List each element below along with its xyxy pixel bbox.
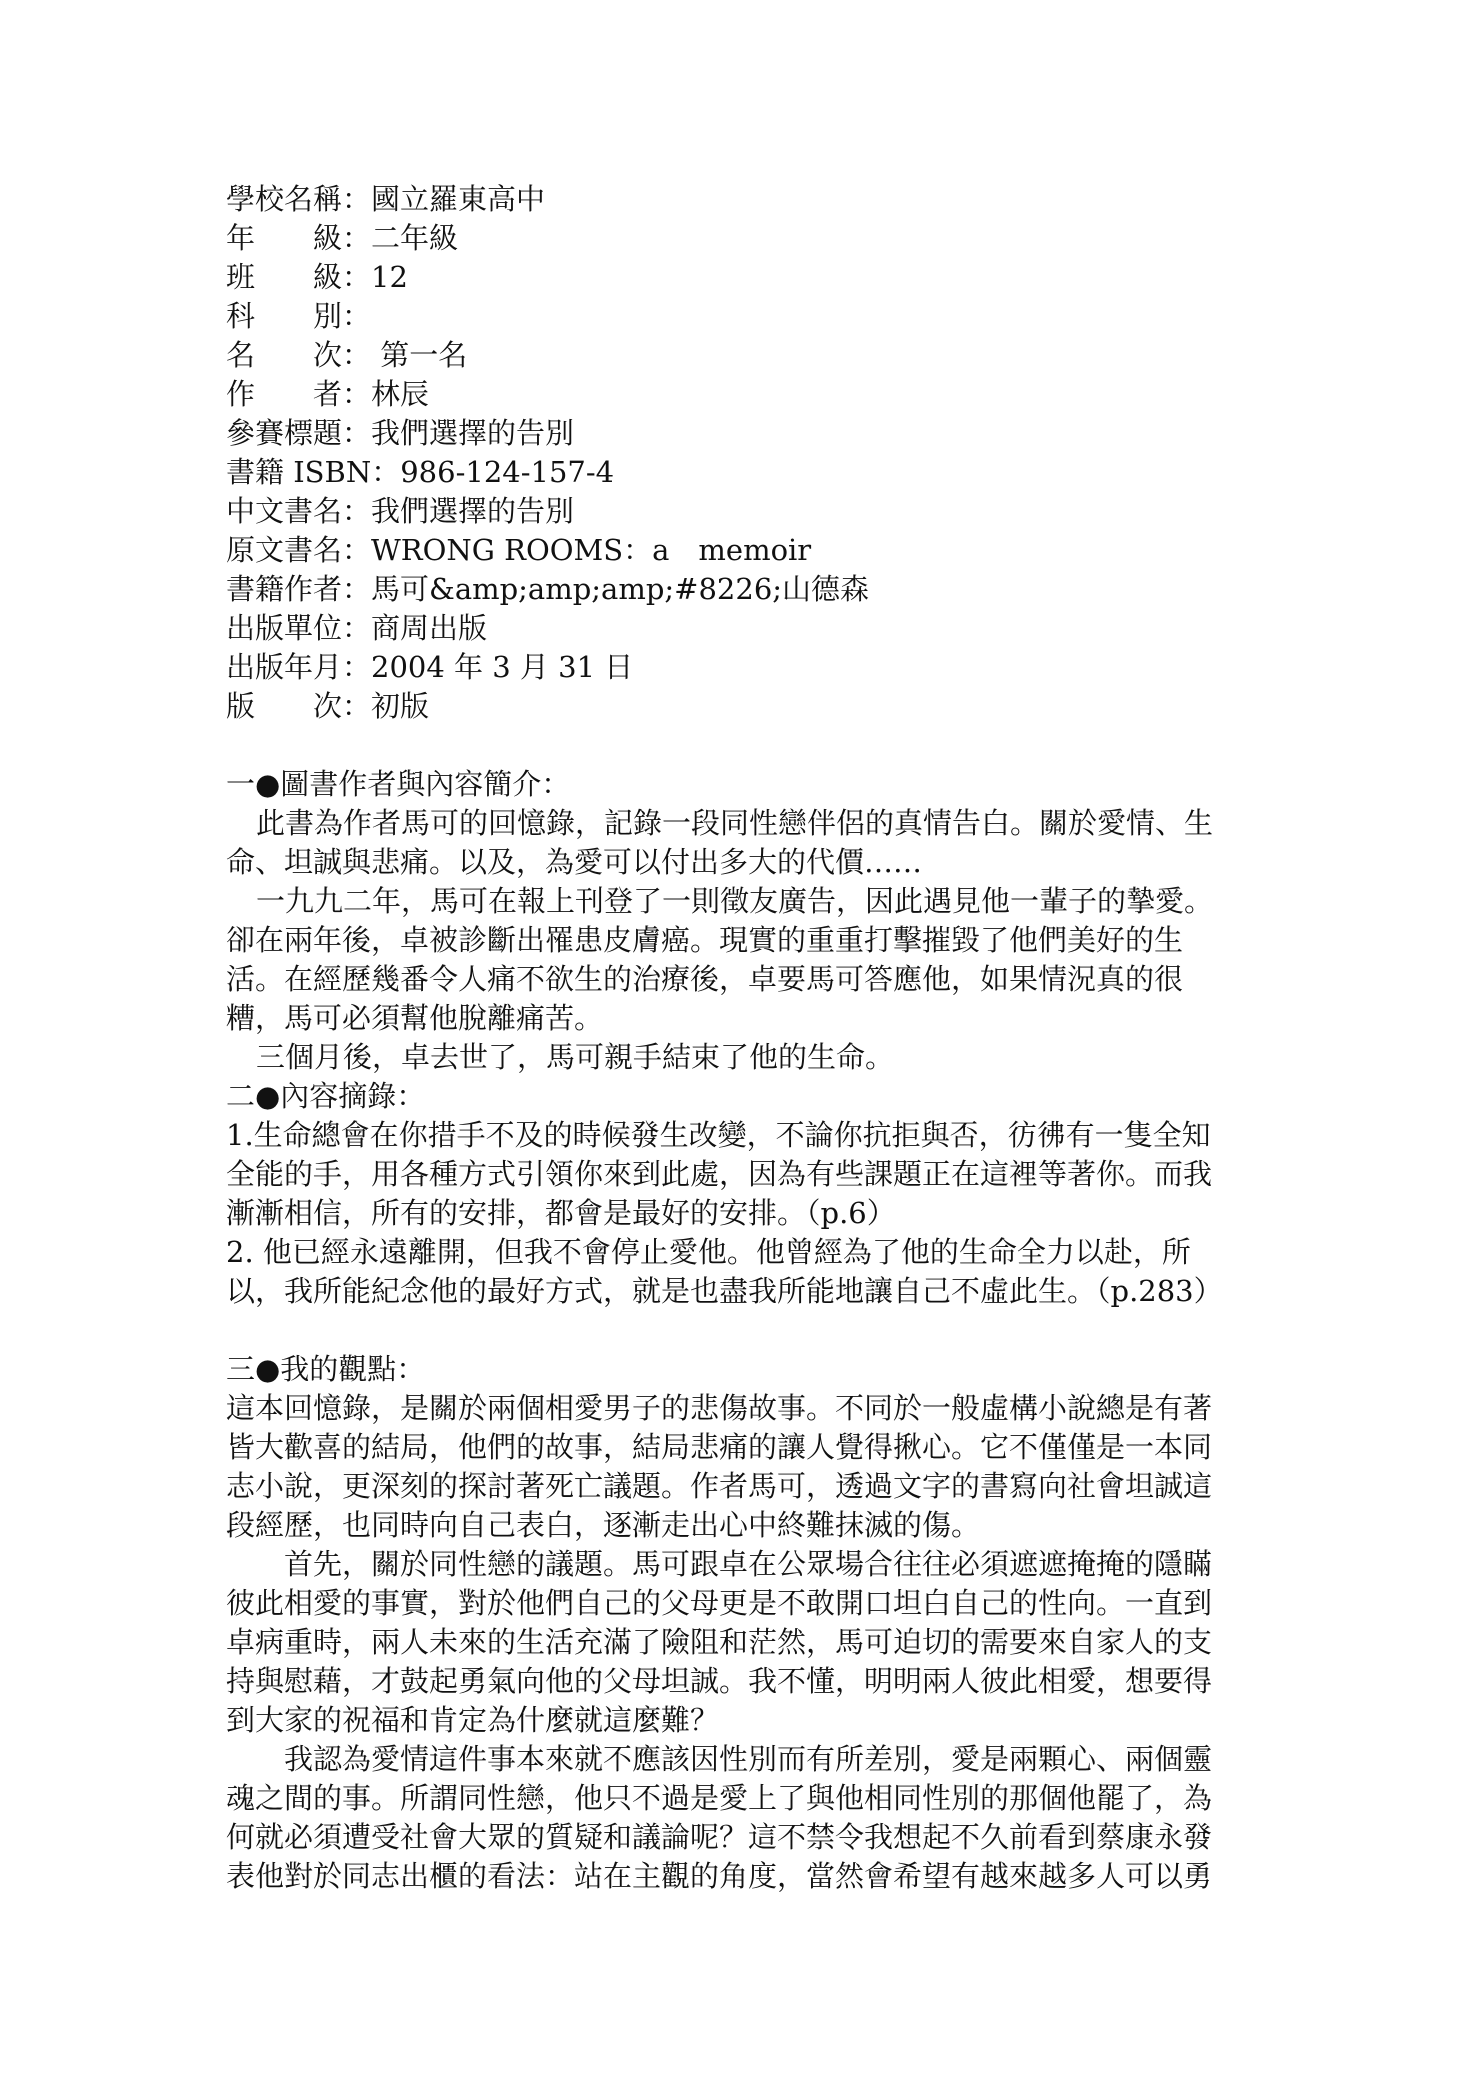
grade-line: 年 級：二年級 xyxy=(226,221,459,255)
paragraph-line: 持與慰藉，才鼓起勇氣向他的父母坦誠。我不懂，明明兩人彼此相愛，想要得 xyxy=(226,1664,1213,1698)
section-excerpts xyxy=(226,1077,1262,1311)
paragraph-line: 漸漸相信，所有的安排，都會是最好的安排。（p.6） xyxy=(226,1196,896,1230)
blank-line xyxy=(226,726,1262,765)
rank-line: 名 次： 第一名 xyxy=(226,338,468,372)
paragraph-line: 一九九二年，馬可在報上刊登了一則徵友廣告，因此遇見他一輩子的摯愛。 xyxy=(256,884,1214,918)
entry-title-line: 參賽標題：我們選擇的告別 xyxy=(226,416,575,450)
paragraph-line: 卓病重時，兩人未來的生活充滿了險阻和茫然，馬可迫切的需要來自家人的支 xyxy=(226,1625,1213,1659)
paragraph-line: 全能的手，用各種方式引領你來到此處，因為有些課題正在這裡等著你。而我 xyxy=(226,1157,1213,1191)
chinese-title-line: 中文書名：我們選擇的告別 xyxy=(226,494,575,528)
class-line: 班 級：12 xyxy=(226,260,408,294)
school-line: 學校名稱：國立羅東高中 xyxy=(226,182,546,216)
paragraph-line: 皆大歡喜的結局，他們的故事，結局悲痛的讓人覺得揪心。它不僅僅是一本同 xyxy=(226,1430,1213,1464)
publisher-line: 出版單位：商周出版 xyxy=(226,611,488,645)
paragraph-line: 魂之間的事。所謂同性戀，他只不過是愛上了與他相同性別的那個他罷了，為 xyxy=(226,1781,1213,1815)
original-title-line: 原文書名：WRONG ROOMS：a memoir xyxy=(226,533,812,567)
section-heading: 一●圖書作者與內容簡介： xyxy=(226,767,571,801)
paragraph-line: 我認為愛情這件事本來就不應該因性別而有所差別，愛是兩顆心、兩個靈 xyxy=(284,1742,1213,1776)
paragraph-line: 1.生命總會在你措手不及的時候發生改變，不論你抗拒與否，彷彿有一隻全知 xyxy=(226,1118,1211,1152)
paragraph-line: 表他對於同志出櫃的看法：站在主觀的角度，當然會希望有越來越多人可以勇 xyxy=(226,1859,1213,1893)
section-viewpoint xyxy=(226,1350,1262,1896)
paragraph-line: 糟，馬可必須幫他脫離痛苦。 xyxy=(226,1001,604,1035)
paragraph-line: 活。在經歷幾番令人痛不欲生的治療後，卓要馬可答應他，如果情況真的很 xyxy=(226,962,1184,996)
document-page xyxy=(226,180,1262,1896)
info-block xyxy=(226,180,1262,726)
book-author-line: 書籍作者：馬可&amp;amp;amp;#8226;山德森 xyxy=(226,572,870,606)
paragraph-line: 到大家的祝福和肯定為什麼就這麼難？ xyxy=(226,1703,720,1737)
paragraph-line: 此書為作者馬可的回憶錄，記錄一段同性戀伴侶的真情告白。關於愛情、生 xyxy=(256,806,1214,840)
blank-line xyxy=(226,1311,1262,1350)
paragraph-line: 彼此相愛的事實，對於他們自己的父母更是不敢開口坦白自己的性向。一直到 xyxy=(226,1586,1213,1620)
paragraph-line: 以，我所能紀念他的最好方式，就是也盡我所能地讓自己不虛此生。（p.283） xyxy=(226,1274,1223,1308)
section-introduction xyxy=(226,765,1262,1077)
section-heading: 三●我的觀點： xyxy=(226,1352,426,1386)
publish-date-line: 出版年月：2004 年 3 月 31 日 xyxy=(226,650,634,684)
isbn-line: 書籍 ISBN：986-124-157-4 xyxy=(226,455,615,489)
paragraph-line: 2. 他已經永遠離開，但我不會停止愛他。他曾經為了他的生命全力以赴，所 xyxy=(226,1235,1191,1269)
subject-line: 科 別： xyxy=(226,299,372,333)
paragraph-line: 這本回憶錄，是關於兩個相愛男子的悲傷故事。不同於一般虛構小說總是有著 xyxy=(226,1391,1213,1425)
section-heading: 二●內容摘錄： xyxy=(226,1079,426,1113)
paragraph-line: 命、坦誠與悲痛。以及，為愛可以付出多大的代價…… xyxy=(226,845,923,879)
paragraph-line: 三個月後，卓去世了，馬可親手結束了他的生命。 xyxy=(256,1040,895,1074)
paragraph-line: 志小說，更深刻的探討著死亡議題。作者馬可，透過文字的書寫向社會坦誠這 xyxy=(226,1469,1213,1503)
paragraph-line: 首先，關於同性戀的議題。馬可跟卓在公眾場合往往必須遮遮掩掩的隱瞞 xyxy=(284,1547,1213,1581)
paragraph-line: 何就必須遭受社會大眾的質疑和議論呢？這不禁令我想起不久前看到蔡康永發 xyxy=(226,1820,1213,1854)
paragraph-line: 段經歷，也同時向自己表白，逐漸走出心中終難抹滅的傷。 xyxy=(226,1508,981,1542)
paragraph-line: 卻在兩年後，卓被診斷出罹患皮膚癌。現實的重重打擊摧毀了他們美好的生 xyxy=(226,923,1184,957)
author-line: 作 者：林辰 xyxy=(226,377,430,411)
edition-line: 版 次：初版 xyxy=(226,689,430,723)
